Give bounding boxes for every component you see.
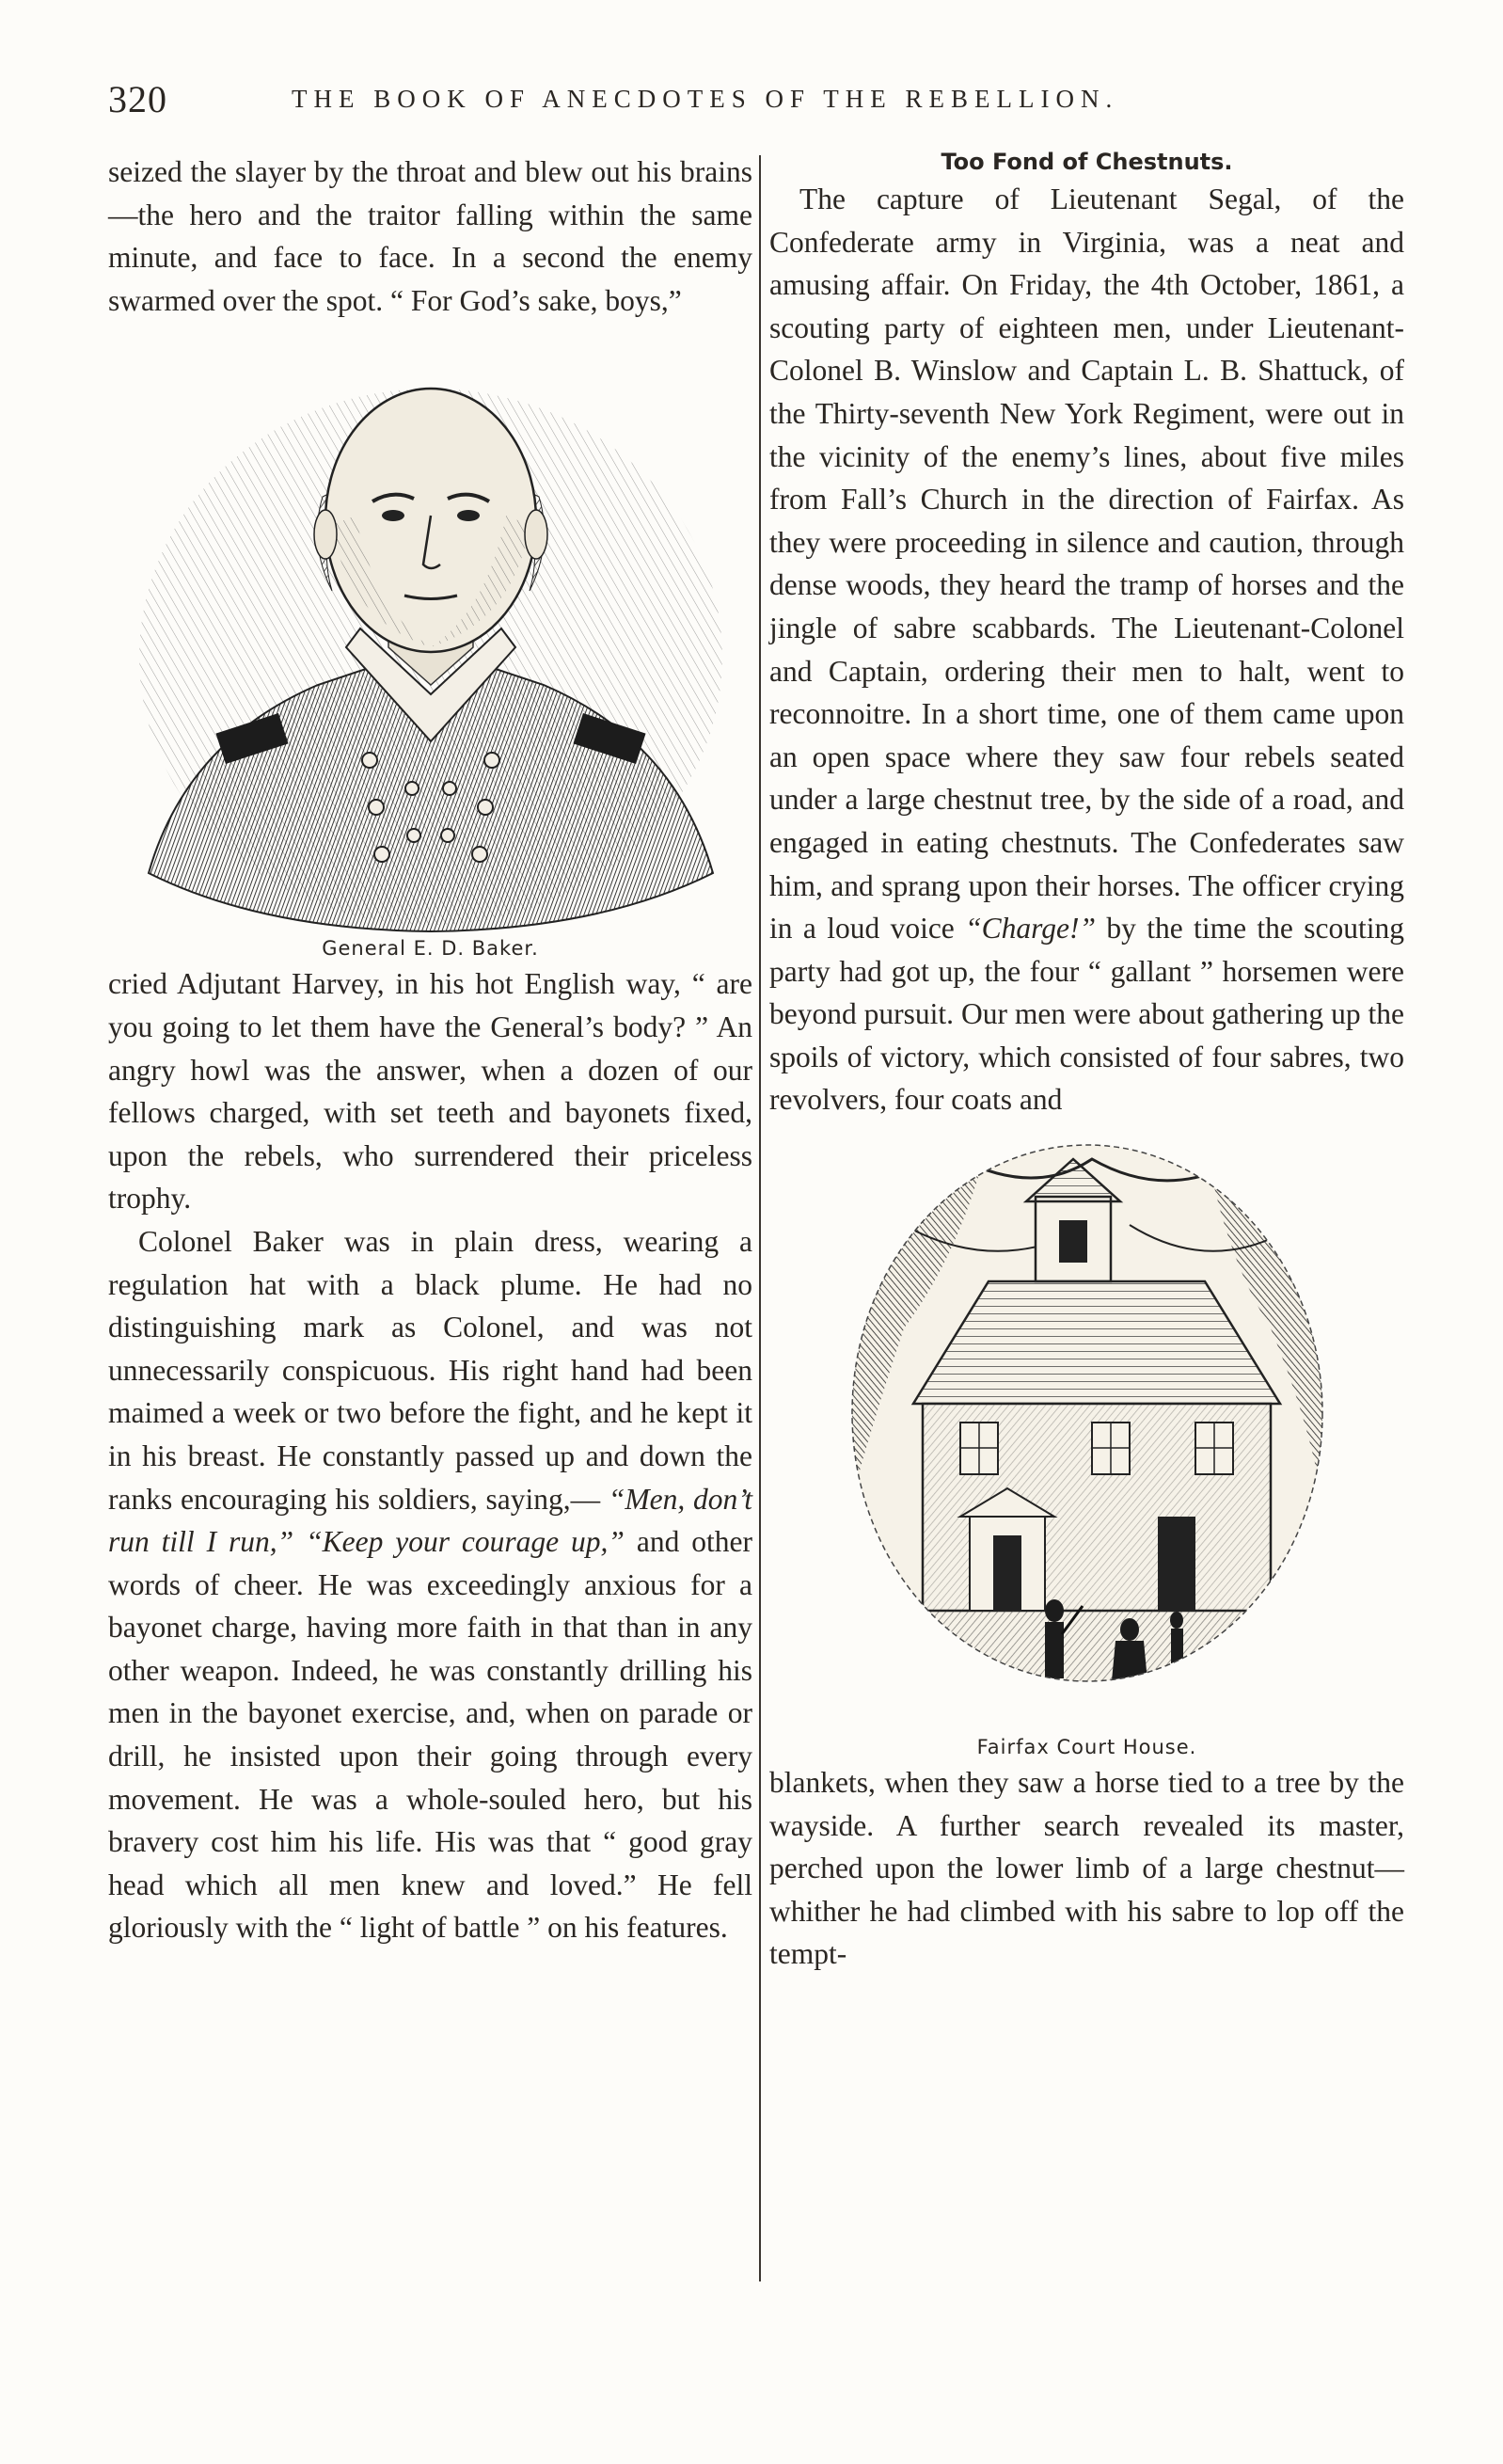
- courthouse-caption: Fairfax Court House.: [976, 1736, 1197, 1759]
- fairfax-court-house-engraving: [847, 1140, 1327, 1733]
- left-paragraph-3: [108, 1220, 752, 1949]
- right-paragraph-1-text-b: by the time the scouting party had got up, the four “ gallant ” horsemen were beyond pursuit. Our men were about gathering up the spoils of victory, which consisted of four sabres, two revolvers, four coats and: [769, 912, 1404, 1117]
- left-paragraph-1: seized the slayer by the throat and blew out his brains—the hero and the traitor falling within the same minute, and face to face. In a second the enemy swarmed over the spot. “ For God’s sake, boys,”: [108, 155, 752, 317]
- left-paragraph-3-text-a: Colonel Baker was in plain dress, wearing a regulation hat with a black plume. He had no distinguishing mark as Colonel, and was not unnecessarily conspicuous. His right hand had been maimed a week or two before the fight, and he kept it in his breast. He constantly passed up and down the ranks encouraging his soldiers, saying,—: [108, 1224, 752, 1516]
- baker-quote-men-dont-run: “Men, don’t run till I run,”: [108, 1482, 752, 1559]
- right-paragraph-1: [769, 178, 1404, 1121]
- running-head: THE BOOK OF ANECDOTES OF THE REBELLION.: [292, 85, 1119, 113]
- right-column: [769, 146, 1404, 1976]
- section-heading: Too Fond of Chestnuts.: [941, 149, 1233, 175]
- baker-quote-keep-courage: “Keep your courage up,”: [306, 1525, 625, 1559]
- right-paragraph-2: blankets, when they saw a horse tied to a tree by the wayside. A further search revealed its master, perched upon the lower limb of a large chestnut—whither he had climbed with his sabre to lop off the tempt-: [769, 1766, 1404, 1971]
- page-header: [108, 77, 1397, 124]
- left-paragraph-2: cried Adjutant Harvey, in his hot English way, “ are you going to let them have the General’s body? ” An angry howl was the answer, when a dozen of our fellows charged, with set teeth and bayonets fixed, upon the rebels, who surrendered their priceless trophy.: [108, 967, 752, 1216]
- charge-exclamation: “Charge!”: [965, 912, 1096, 946]
- right-paragraph-1-text-a: The capture of Lieutenant Segal, of the Confederate army in Virginia, was a neat and amusing affair. On Friday, the 4th October, 1861, a scouting party of eighteen men, under Lieutenant-Colonel B. Winslow and Captain L. B. Shattuck, of the Thirty-seventh New York Regiment, were out in the vicinity of the enemy’s lines, about five miles from Fall’s Church in the direction of Fairfax. As they were proceeding in silence and caution, through dense woods, they heard the tramp of horses and the jingle of sabre scabbards. The Lieutenant-Colonel and Captain, ordering their men to halt, went to reconnoitre. In a short time, one of them came upon an open space where they saw four rebels seated under a large chestnut tree, by the side of a road, and engaged in eating chestnuts. The Confederates saw him, and sprang upon their horses. The officer crying in a loud voice: [769, 183, 1404, 946]
- general-baker-portrait-engraving: [130, 346, 732, 934]
- column-divider: [759, 155, 761, 2281]
- left-paragraph-3-text-b: and other words of cheer. He was exceedingly anxious for a bayonet charge, having more faith in that than in any other weapon. Indeed, he was constantly drilling his men in the bayonet exercise, and, when on parade or drill, he insisted upon their going through every movement. He was a whole-souled hero, but his bravery cost him his life. His was that “ good gray head which all men knew and loved.” He fell gloriously with the “ light of battle ” on his features.: [108, 1525, 752, 1945]
- left-column: [108, 151, 752, 1949]
- portrait-caption: General E. D. Baker.: [322, 937, 539, 961]
- page-number: 320: [108, 78, 167, 120]
